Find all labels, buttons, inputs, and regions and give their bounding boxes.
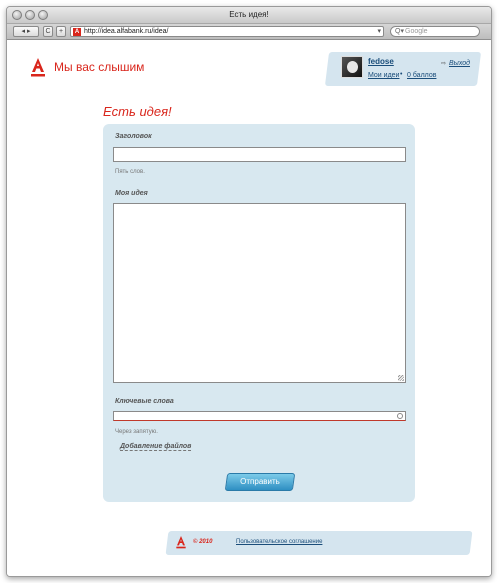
my-ideas-link[interactable]: Мои идеи xyxy=(368,72,400,79)
heading-input[interactable] xyxy=(113,147,406,162)
alfa-logo-icon[interactable] xyxy=(29,57,47,77)
user-panel xyxy=(327,52,479,86)
window-title: Есть идея! xyxy=(229,10,269,19)
back-forward-buttons[interactable]: ◂ ▸ xyxy=(13,26,39,37)
logout-icon[interactable]: ⇨ xyxy=(441,61,447,67)
search-icon[interactable]: Q▾ xyxy=(395,28,404,35)
copyright-text: © 2010 xyxy=(193,539,213,545)
user-agreement-link[interactable]: Пользовательское соглашение xyxy=(236,539,323,545)
search-placeholder: Google xyxy=(405,28,428,35)
heading-hint: Пять слов. xyxy=(115,169,145,175)
logout-link[interactable]: Выход xyxy=(449,60,471,67)
page-content xyxy=(7,42,491,577)
idea-label: Моя идея xyxy=(115,190,148,197)
url-text[interactable]: http://idea.alfabank.ru/idea/ xyxy=(84,28,169,35)
add-bookmark-button[interactable]: + xyxy=(56,26,66,37)
keywords-hint: Через запятую. xyxy=(115,429,158,435)
resize-grip-icon[interactable] xyxy=(398,375,404,381)
reload-button[interactable]: C xyxy=(43,26,53,37)
address-bar[interactable] xyxy=(70,26,384,37)
clear-icon[interactable] xyxy=(397,413,403,419)
page-title: Есть идея! xyxy=(103,104,172,119)
points-link[interactable]: 0 баллов xyxy=(407,72,437,79)
keywords-input[interactable] xyxy=(113,411,406,421)
url-dropdown-icon[interactable]: ▾ xyxy=(377,28,381,35)
search-field[interactable] xyxy=(390,26,480,37)
browser-toolbar xyxy=(7,24,491,40)
site-slogan: Мы вас слышим xyxy=(54,60,145,74)
keywords-label: Ключевые слова xyxy=(115,398,174,405)
avatar[interactable] xyxy=(341,56,363,78)
title-bar xyxy=(7,7,491,24)
site-favicon-icon: А xyxy=(74,29,80,35)
heading-label: Заголовок xyxy=(115,133,152,140)
footer-logo-icon[interactable] xyxy=(175,535,187,549)
submit-button[interactable]: Отправить xyxy=(240,477,280,486)
username-link[interactable]: fedose xyxy=(368,57,394,66)
idea-textarea[interactable] xyxy=(113,203,406,383)
attach-files-link[interactable]: Добавление файлов xyxy=(120,443,192,450)
separator-dot: • xyxy=(400,71,403,78)
idea-form xyxy=(103,124,415,502)
browser-window xyxy=(6,6,492,577)
